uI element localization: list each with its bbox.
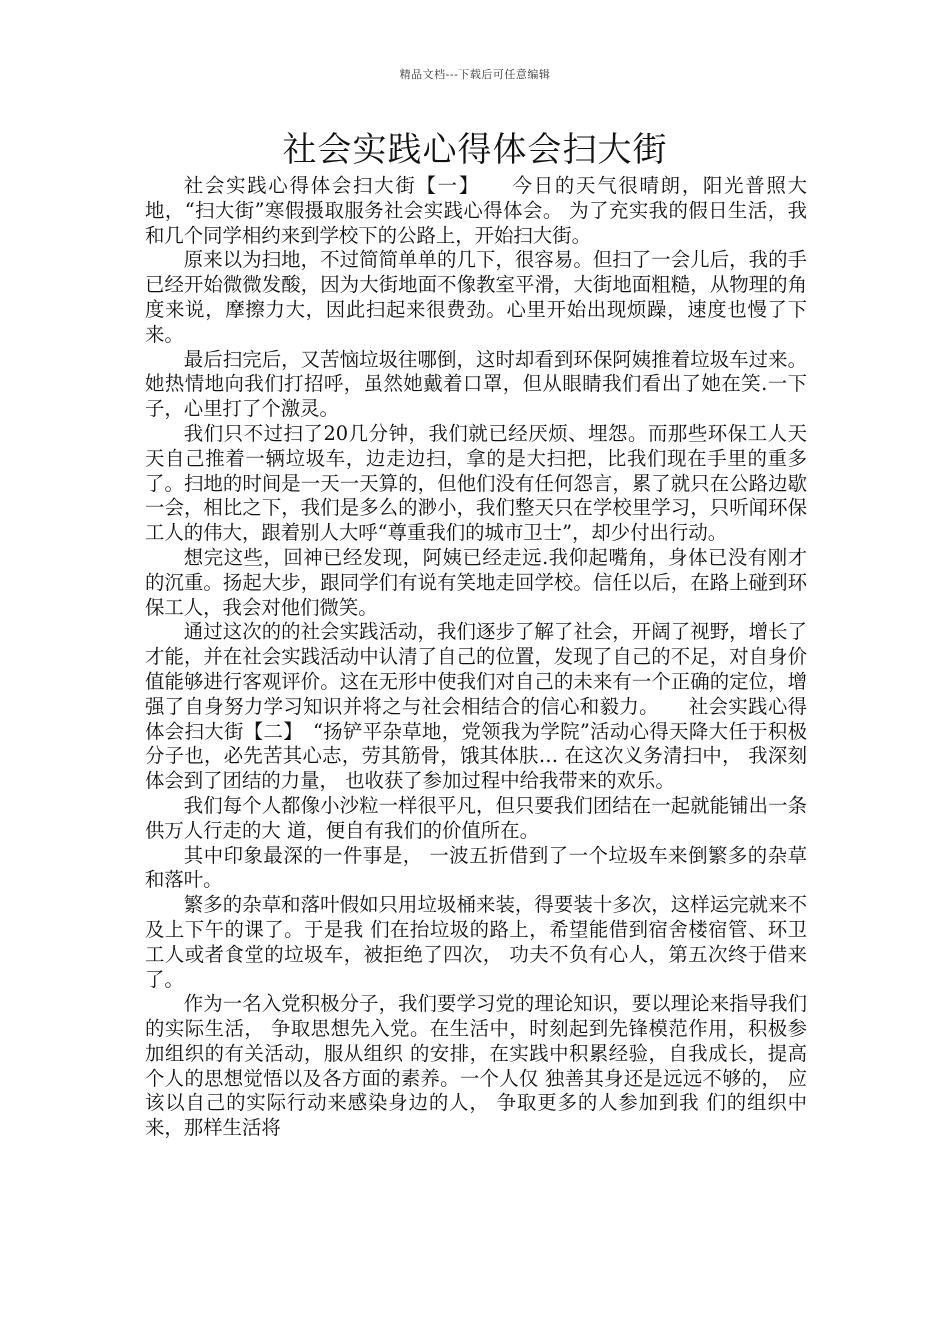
- paragraph-8: 其中印象最深的一件事是， 一波五折借到了一个垃圾车来倒繁多的杂草和落叶。: [145, 843, 807, 892]
- paragraph-4: 我们只不过扫了20几分钟，我们就已经厌烦、埋怨。而那些环保工人天天自己推着一辆垃圾车，边走边扫，拿的是大扫把，比我们现在手里的重多了。扫地的时间是一天一天算的，但他们没有任何怨言，累了就只在公路边歇一会，相比之下，我们是多么的渺小，我们整天只在学校里学习，只听闻环保工人的伟大，跟着别人大呼“尊重我们的城市卫士”，却少付出行动。: [145, 421, 807, 545]
- paragraph-9: 繁多的杂草和落叶假如只用垃圾桶来装，得要装十多次，这样运完就来不及上下午的课了。于是我 们在抬垃圾的路上，希望能借到宿舍楼宿管、环卫工人或者食堂的垃圾车，被拒绝了四次， 功夫不负有心人，第五次终于借来了。: [145, 893, 807, 991]
- paragraph-10: 作为一名入党积极分子，我们要学习党的理论知识，要以理论来指导我们的实际生活， 争取思想先入党。在生活中，时刻起到先锋模范作用，积极参加组织的有关活动，服从组织 的安排，在实践中积累经验，自我成长，提高个人的思想觉悟以及各方面的素养。一个人仅 独善其身还是远远不够的， 应该以自己的实际行动来感染身边的人， 争取更多的人参加到我 们的组织中来，那样生活将: [145, 992, 807, 1140]
- document-body: [145, 174, 807, 1141]
- paragraph-5: 想完这些，回神已经发现，阿姨已经走远.我仰起嘴角，身体已没有刚才的沉重。扬起大步，跟同学们有说有笑地走回学校。信任以后，在路上碰到环保工人，我会对他们微笑。: [145, 545, 807, 619]
- paragraph-2: 原来以为扫地，不过简简单单的几下，很容易。但扫了一会儿后，我的手已经开始微微发酸，因为大街地面不像教室平滑，大街地面粗糙，从物理的角度来说，摩擦力大，因此扫起来很费劲。心里开始出现烦躁，速度也慢了下来。: [145, 248, 807, 346]
- page-header: 精品文档---下载后可任意编辑: [399, 68, 551, 81]
- paragraph-7: 我们每个人都像小沙粒一样很平凡，但只要我们团结在一起就能铺出一条供万人行走的大 道，便自有我们的价值所在。: [145, 793, 807, 842]
- paragraph-6: 通过这次的的社会实践活动，我们逐步了解了社会，开阔了视野，增长了才能，并在社会实践活动中认清了自己的位置，发现了自己的不足，对自身价值能够进行客观评价。这在无形中使我们对自己的未来有一个正确的定位，增强了自身努力学习知识并将之与社会相结合的信心和毅力。 社会实践心得体会扫大街【二】 “扬铲平杂草地，党领我为学院”活动心得天降大任于积极分子也，必先苦其心志，劳其筋骨，饿其体肤… 在这次义务清扫中， 我深刻体会到了团结的力量， 也收获了参加过程中给我带来的欢乐。: [145, 620, 807, 793]
- paragraph-1: 社会实践心得体会扫大街【一】 今日的天气很晴朗，阳光普照大地，“扫大街”寒假摄取服务社会实践心得体会。 为了充实我的假日生活，我和几个同学相约来到学校下的公路上，开始扫大街。: [145, 174, 807, 247]
- paragraph-3: 最后扫完后，又苦恼垃圾往哪倒，这时却看到环保阿姨推着垃圾车过来。她热情地向我们打招呼，虽然她戴着口罩，但从眼睛我们看出了她在笑.一下子，心里打了个激灵。: [145, 347, 807, 421]
- document-title: 社会实践心得体会扫大街: [282, 130, 668, 170]
